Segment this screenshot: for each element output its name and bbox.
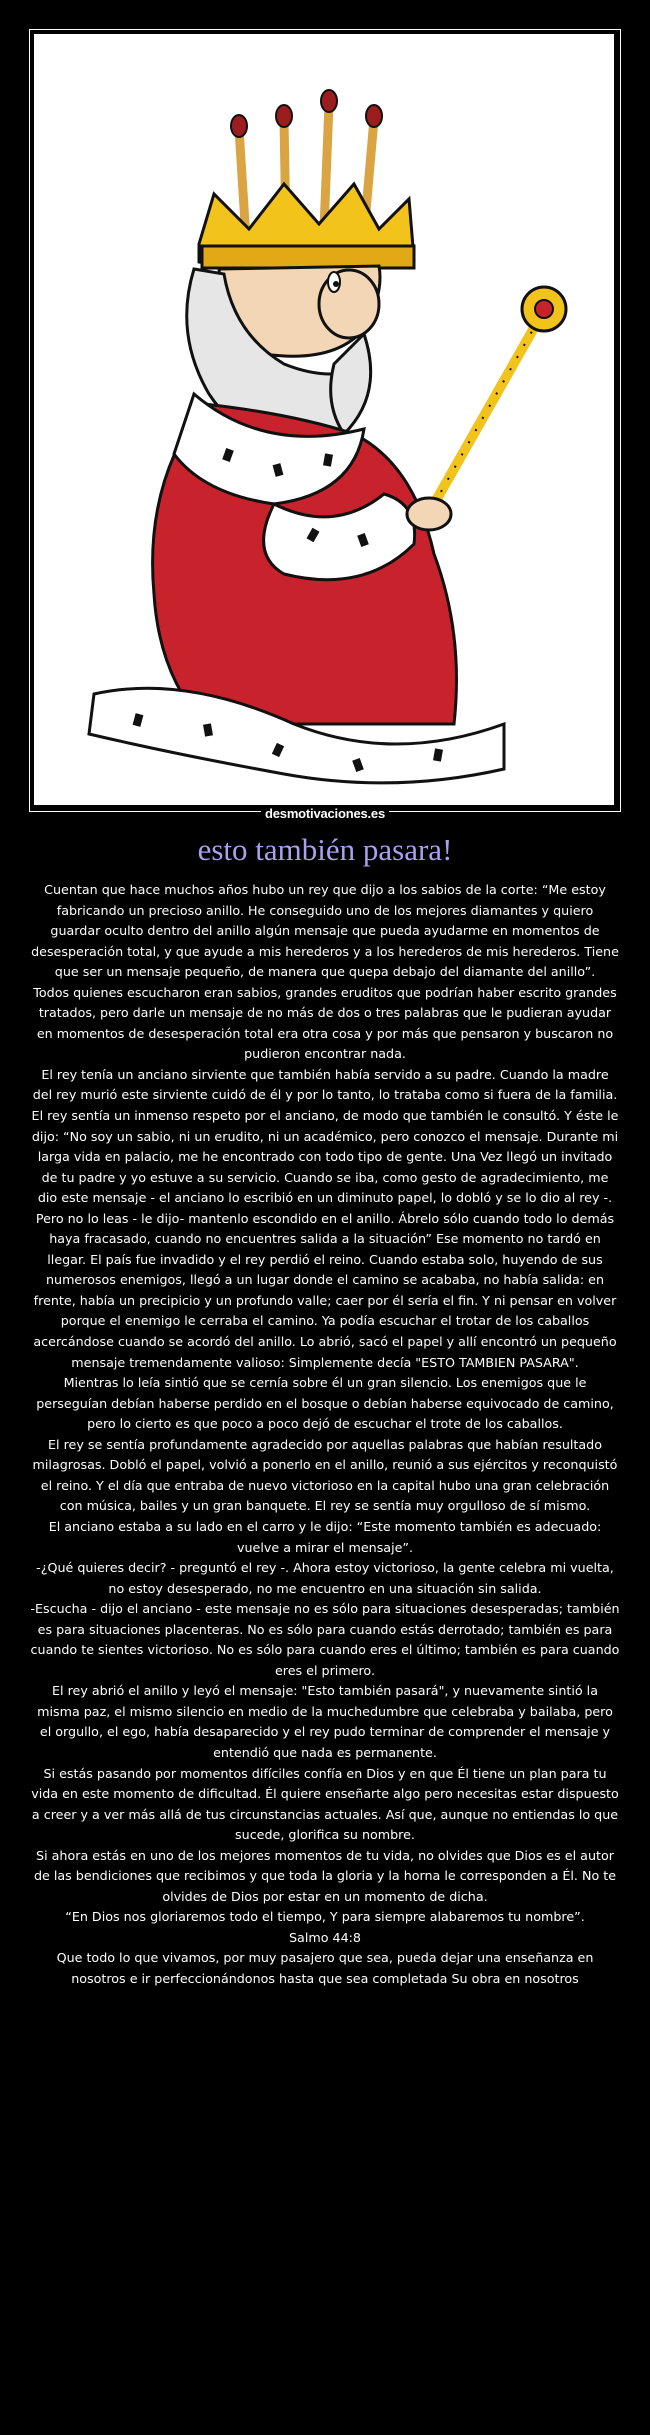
paragraph: Que todo lo que vivamos, por muy pasajero que sea, pueda dejar una enseñanza en nosotros e ir perfeccionándonos hasta que sea completada Su obra en nosotros <box>56 1950 594 1986</box>
paragraph: “En Dios nos gloriaremos todo el tiempo, Y para siempre alabaremos tu nombre”. <box>65 1909 585 1925</box>
paragraph: El anciano estaba a su lado en el carro y le dijo: “Este momento también es adecuado: vuelve a mirar el mensaje”. <box>48 1518 602 1555</box>
paragraph: Cuentan que hace muchos años hubo un rey que dijo a los sabios de la corte: “Me estoy fabricando un precioso anillo. He conseguido uno de los mejores diamantes y quiero guardar oculto dentro del anillo algún mensaje que pueda ayudarme en momentos de desesperación total, y que ayude a mis herederos y a los herederos de mis herederos. Tiene que ser un mensaje pequeño, de manera que quepa debajo del diamante del anillo”. <box>31 882 619 980</box>
poster-title: esto también pasara! <box>197 832 453 867</box>
paragraph: El rey se sentía profundamente agradecido por aquellas palabras que habían resultado milagrosas. Dobló el papel, volvió a ponerlo en el anillo, reunió a sus ejércitos y reconquistó el reino. Y el día que entraba de nuevo victorioso en la capital hubo una gran celebración con música, bailes y un gran banquete. El rey se sentía muy orgulloso de sí mismo. <box>32 1436 618 1514</box>
king-illustration <box>34 34 614 805</box>
paragraph: Salmo 44:8 <box>289 1929 361 1945</box>
paragraph: El rey tenía un anciano sirviente que también había servido a su padre. Cuando la madre del rey murió este sirviente cuidó de él y por lo tanto, lo trataba como si fuera de la familia. El rey sentía un inmenso respeto por el anciano, de modo que también le consultó. Y éste le dijo: “No soy un sabio, ni un erudito, ni un académico, pero conozco el mensaje. Durante mi larga vida en palacio, me he encontrado con todo tipo de gente. Una Vez llegó un invitado de tu padre y yo estuve a su servicio. Cuando se iba, como gesto de agradecimiento, me dio este mensaje - el anciano lo escribió en un diminuto papel, lo dobló y se lo dio al rey -. Pero no lo leas - le dijo- mantenlo escondido en el anillo. Ábrelo sólo cuando todo lo demás haya fracasado, cuando no encuentres salida a la situación” Ese momento no tardó en llegar. El país fue invadido y el rey perdió el reino. Cuando estaba solo, huyendo de sus numerosos enemigos, llegó a un lugar donde el camino se acababa, no había salida: en frente, había un precipicio y un profundo valle; caer por él sería el fin. Y ni pensar en volver porque el enemigo le cerraba el camino. Ya podía escuchar el trotar de los caballos acercándose cuando se acordó del anillo. Lo abrió, sacó el papel y allí encontró un pequeño mensaje tremendamente valioso: Simplemente decía "ESTO TAMBIEN PASARA". <box>31 1066 619 1370</box>
paragraph: -Escucha - dijo el anciano - este mensaje no es sólo para situaciones desesperadas; también es para situaciones placenteras. No es sólo para cuando estás derrotado; también es para cuando te sientes victorioso. No es sólo para cuando eres el último; también es para cuando eres el primero. <box>30 1601 620 1678</box>
paragraph: Todos quienes escucharon eran sabios, grandes eruditos que podrían haber escrito grandes tratados, pero darle un mensaje de no más de dos o tres palabras que le pudieran ayudar en momentos de desesperación total era otra cosa y por más que pensaron y buscaron no pudieron encontrar nada. <box>33 984 617 1062</box>
paragraph: -¿Qué quieres decir? - preguntó el rey -. Ahora estoy victorioso, la gente celebra mi vuelta, no estoy desesperado, no me encuentro en una situación sin salida. <box>36 1560 614 1596</box>
paragraph: Si estás pasando por momentos difíciles confía en Dios y en que Él tiene un plan para tu vida en este momento de dificultad. Él quiere enseñarte algo pero necesitas estar dispuesto a creer y a ver más allá de tus circunstancias actuales. Así que, aunque no entiendas lo que sucede, glorifica su nombre. <box>31 1765 619 1843</box>
watermark-text: desmotivaciones.es <box>261 806 389 821</box>
paragraph: El rey abrió el anillo y leyó el mensaje: "Esto también pasará", y nuevamente sintió la misma paz, el mismo silencio en medio de la muchedumbre que celebraba y bailaba, pero el orgullo, el ego, había desaparecido y el rey pudo terminar de comprender el mensaje y entendió que nada es permanente. <box>37 1683 613 1760</box>
watermark <box>0 806 650 821</box>
paragraph: Mientras lo leía sintió que se cernía sobre él un gran silencio. Los enemigos que le perseguían debían haberse perdido en el bosque o debían haberse equivocado de camino, pero lo cierto es que poco a poco dejó de escuchar el trote de los caballos. <box>36 1375 614 1432</box>
story-text <box>30 880 620 1990</box>
paragraph: Si ahora estás en uno de los mejores momentos de tu vida, no olvides que Dios es el autor de las bendiciones que recibimos y que toda la gloria y la horna le corresponden a Él. No te olvides de Dios por estar en un momento de dicha. <box>33 1847 617 1904</box>
